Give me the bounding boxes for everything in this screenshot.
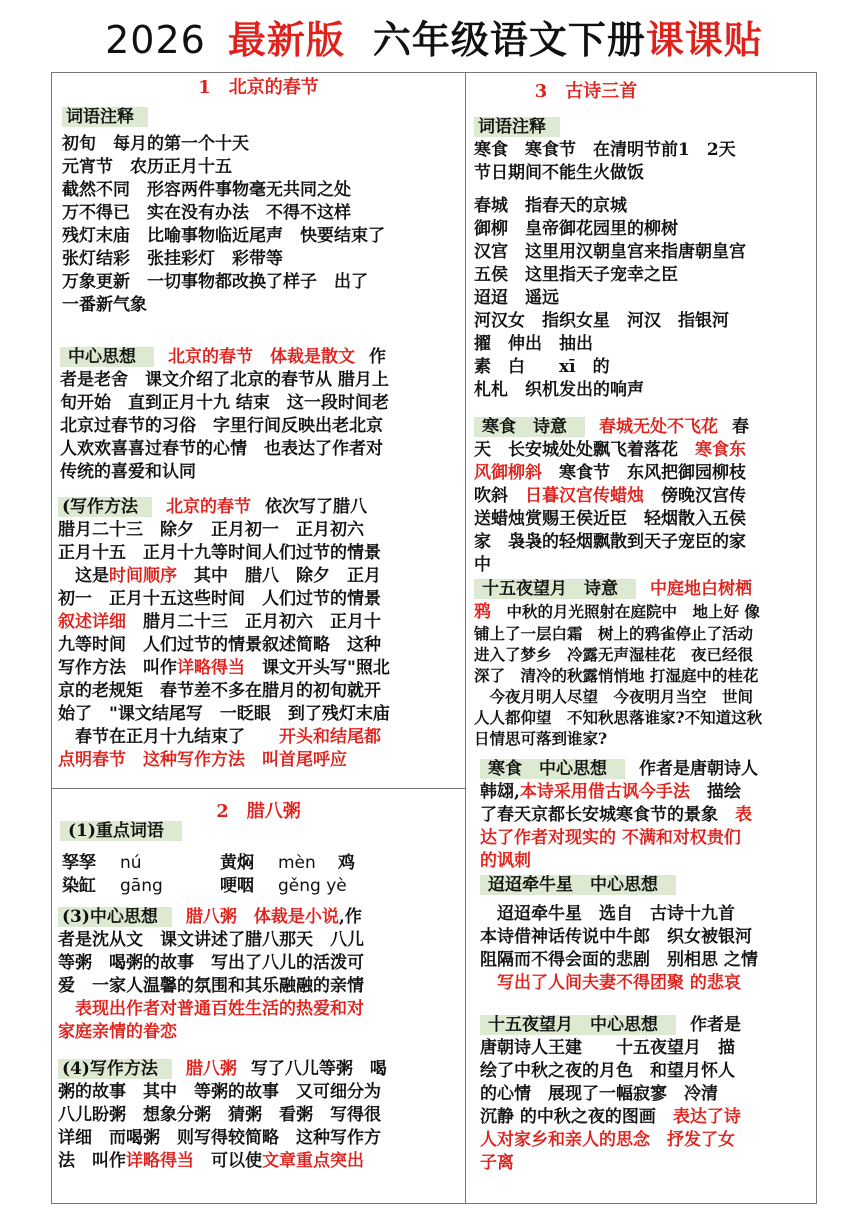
theme-line: 北京过春节的习俗 字里行间反映出老北京 — [60, 416, 383, 436]
title-main: 六年级语文下册 — [372, 17, 646, 62]
vocab-line: 万象更新 一切事物都改换了样子 出了 — [62, 272, 368, 292]
lesson2-method: (4)写作方法 腊八粥 写了八儿等粥 喝 粥的故事 其中 等粥的故事 又可细分为 八儿盼粥 想象分粥 猜粥 看粥 写得很 详细 而喝粥 则写得较简略 这种写作方 法 叫作详略得当 可以使文章重点突出 — [58, 1059, 387, 1171]
lesson2-theme-label: (3)中心思想 — [58, 907, 172, 927]
theme-line: 旬开始 直到正月十九 结束 这一段时间老 — [60, 393, 389, 413]
lesson3-poem2-body: 鸦 中秋的月光照射在庭院中 地上好 像 铺上了一层白霜 树上的鸦雀停止了活动 进入了梦乡 冷露无声湿桂花 夜已经很 深了 清冷的秋露悄悄地 打湿庭中的桂花 今夜月明人尽望 今夜明月当空 世间 人人都仰望 不知秋思落谁家?不知道这秋 日情思可落到谁家? — [474, 602, 763, 748]
lesson1-theme: 中心思想 北京的春节 体裁是散文 作 者是老舍 课文介绍了北京的春节从 腊月上 旬开始 直到正月十九 结束 这一段时间老 北京过春节的习俗 字里行间反映出老北京 人欢欢喜喜过春节的心情 也表达了作者对 传统的喜爱和认同 — [60, 347, 389, 482]
page-title — [0, 10, 868, 70]
vocab-line: 初旬 每月的第一个十天 — [62, 134, 249, 154]
vocab-line: 一番新气象 — [62, 295, 147, 315]
lesson3-theme3: 十五夜望月 中心思想 作者是 唐朝诗人王建 十五夜望月 描 绘了中秋之夜的月色 和望月怀人 的心情 展现了一幅寂寥 冷清 沉静 的中秋之夜的图画 表达了诗 人对家乡和亲人的思念 抒发了女 子离 — [480, 1015, 741, 1173]
lesson3-poem1-meaning: 寒食 诗意 春城无处不飞花 春 天 长安城处处飘飞着落花 寒食东 风御柳斜 寒食节 东风把御园柳枝 吹斜 日暮汉宫传蜡烛 傍晚汉宫传 送蜡烛赏赐王侯近臣 轻烟散入五侯 家 袅袅的轻烟飘散到天子宠臣的家 中 — [474, 417, 749, 575]
lesson1-method-label: (写作方法 — [58, 497, 152, 517]
poem1-label: 寒食 诗意 — [474, 417, 585, 437]
lesson3-vocab-label: 词语注释 — [474, 117, 560, 137]
vocab-line: 残灯末庙 比喻事物临近尾声 快要结束了 — [62, 226, 385, 246]
lesson2-vocab-label: (1)重点词语 — [60, 821, 182, 841]
word-row: 染缸 gāng 哽咽 gěng yè — [62, 876, 347, 896]
lesson3-vocab: 词语注释 寒食 寒食节 在清明节前1 2天 节日期间不能生火做饭 春城 指春天的京城 御柳 皇帝御花园里的柳树 汉宫 这里用汉朝皇宫来指唐朝皇宫 五侯 这里指天子宠幸之臣 迢迢 遥远 河汉女 指织女星 河汉 指银河 擢 伸出 抽出 素 白 xī 的 札札 织机发出的响声 — [474, 117, 746, 400]
lesson2-theme: (3)中心思想 腊八粥 体裁是小说,作 者是沈从文 课文讲述了腊八那天 八儿 等粥 喝粥的故事 写出了八儿的活泼可 爱 一家人温馨的氛围和其乐融融的亲情 表现出作者对普通百姓生活的热爱和对 家庭亲情的眷恋 — [58, 907, 364, 1042]
lesson1-theme-label: 中心思想 — [60, 347, 154, 367]
vocab-line: 万不得已 实在没有办法 不得不这样 — [62, 203, 351, 223]
lesson2-words — [62, 852, 355, 898]
title-edition: 最新版 — [227, 17, 345, 62]
vocab-line: 张灯结彩 张挂彩灯 彩带等 — [62, 249, 283, 269]
lesson2-method-label: (4)写作方法 — [58, 1059, 172, 1079]
word-row: 孥孥 nú 黄焖 mèn 鸡 — [62, 853, 355, 873]
lesson1-vocab-label: 词语注释 — [62, 107, 148, 127]
poem2-label: 十五夜望月 诗意 — [474, 579, 636, 599]
lesson3-theme2: 迢迢牵牛星 中心思想 迢迢牵牛星 选自 古诗十九首 本诗借神话传说中牛郎 织女被银河 阻隔而不得会面的悲剧 别相思 之情 写出了人间夫妻不得团聚 的悲哀 — [480, 875, 758, 993]
vocab-line: 截然不同 形容两件事物毫无共同之处 — [62, 180, 351, 200]
title-year: 2026 — [105, 18, 206, 62]
lesson3-poem2-meaning: 十五夜望月 诗意 中庭地白树栖 — [474, 578, 752, 601]
lesson2-heading: 2 腊八粥 — [216, 801, 301, 822]
vocab-line: 元宵节 农历正月十五 — [62, 157, 232, 177]
lesson1-vocab — [62, 106, 385, 317]
theme-line: 人欢欢喜喜过春节的心情 也表达了作者对 — [60, 439, 383, 459]
lesson2-vocab — [60, 820, 182, 843]
theme2-label: 迢迢牵牛星 中心思想 — [480, 875, 676, 895]
theme-line: 传统的喜爱和认同 — [60, 462, 196, 482]
theme3-label: 十五夜望月 中心思想 — [480, 1015, 676, 1035]
lesson1-heading: 1 北京的春节 — [198, 77, 319, 98]
row-divider — [51, 788, 466, 789]
column-divider — [465, 72, 466, 1203]
theme1-label: 寒食 中心思想 — [480, 759, 625, 779]
lesson3-heading: 3 古诗三首 — [534, 81, 638, 102]
theme-line: 者是老舍 课文介绍了北京的春节从 腊月上 — [60, 370, 389, 390]
lesson3-theme1: 寒食 中心思想 作者是唐朝诗人 韩翃,本诗采用借古讽今手法 描绘 了春天京都长安城寒食节的景象 表 达了作者对现实的 不满和对权贵们 的讽刺 — [480, 759, 758, 871]
lesson1-method: (写作方法 北京的春节 依次写了腊八 腊月二十三 除夕 正月初一 正月初六 正月十五 正月十九等时间人们过节的情景 这是时间顺序 其中 腊八 除夕 正月 初一 正月十五这些时间 人们过节的情景 叙述详细 腊月二十三 正月初六 正月十 九等时间 人们过节的情景叙述简略 这种 写作方法 叫作详略得当 课文开头写"照北 京的老规矩 春节差不多在腊月的初旬就开 始了 "课文结尾写 一眨眼 到了残灯末庙 春节在正月十九结束了 开头和结尾都 点明春节 这种写作方法 叫首尾呼应 — [58, 497, 390, 770]
title-suffix: 课课贴 — [645, 17, 763, 62]
